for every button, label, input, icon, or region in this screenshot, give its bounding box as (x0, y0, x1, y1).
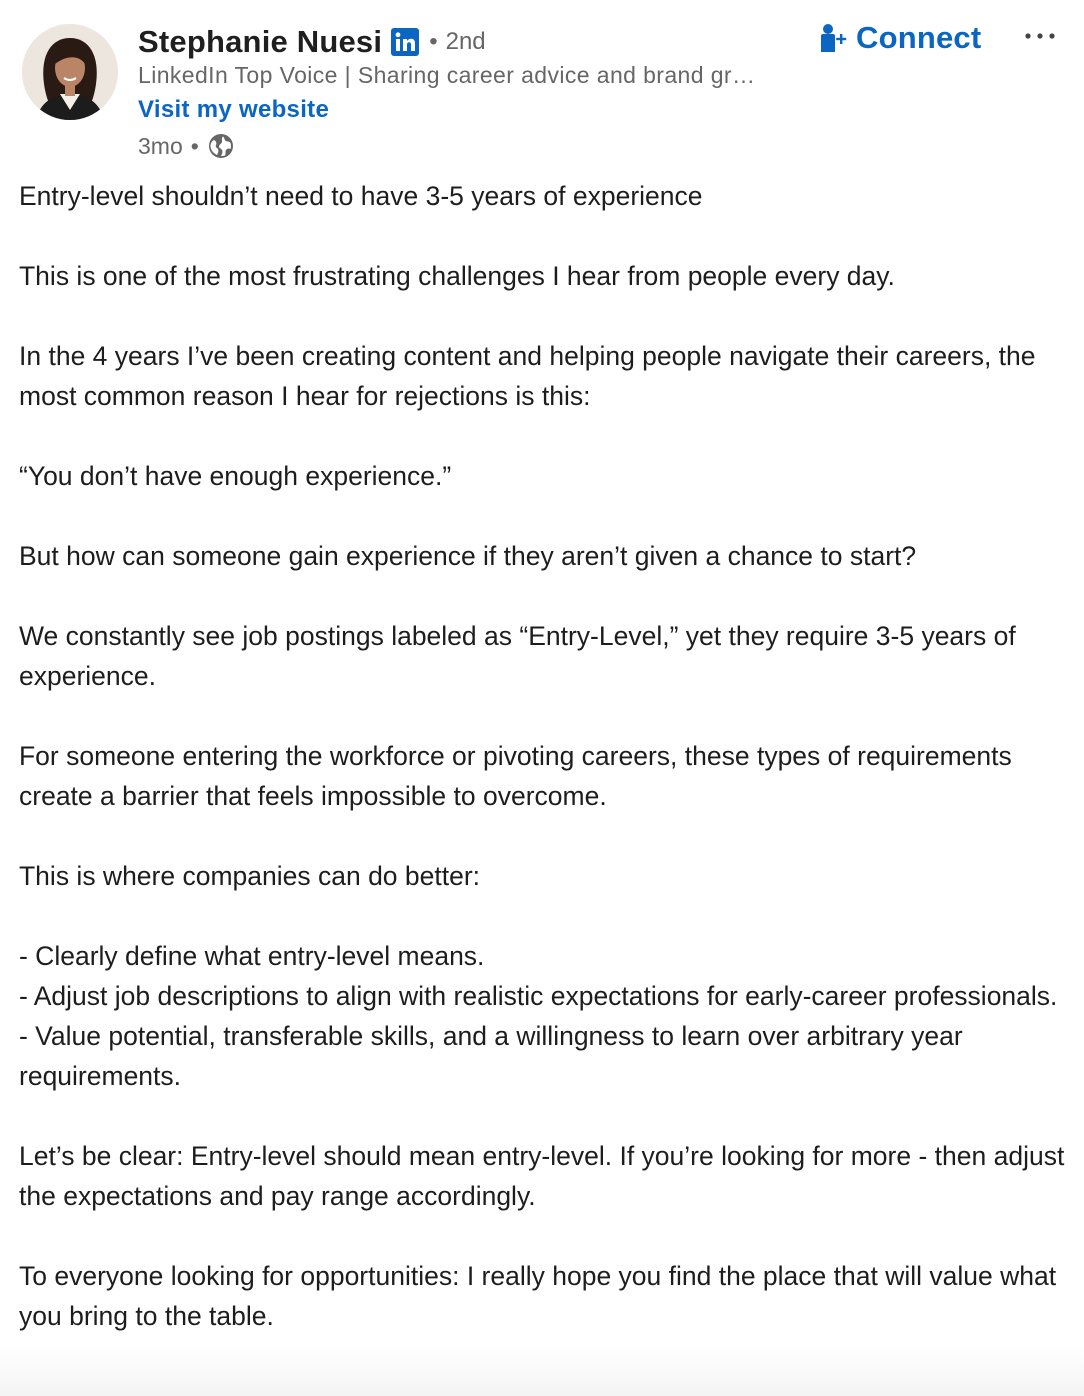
paragraph-gap (19, 496, 1069, 536)
bottom-fade (0, 1346, 1084, 1396)
profile-photo (22, 24, 118, 120)
paragraph-gap (19, 416, 1069, 456)
globe-icon (207, 132, 235, 160)
degree-separator: • (429, 28, 438, 55)
paragraph-gap (19, 216, 1069, 256)
post-paragraph: In the 4 years I’ve been creating content and helping people navigate their careers, the most common reason I hear for rejections is this: (19, 341, 1036, 411)
post-list-item: - Value potential, transferable skills, and a willingness to learn over arbitrary year requirements. (19, 1021, 963, 1091)
author-headline: LinkedIn Top Voice | Sharing career advice and brand gr… (138, 62, 756, 88)
author-name-row (138, 22, 486, 62)
paragraph-gap (19, 1096, 1069, 1136)
post-header (0, 0, 1084, 170)
more-options-icon (1024, 32, 1056, 40)
paragraph-gap (19, 296, 1069, 336)
post-paragraph: This is one of the most frustrating challenges I hear from people every day. (19, 261, 895, 291)
post-list-item: - Clearly define what entry-level means. (19, 941, 485, 971)
avatar[interactable] (22, 24, 118, 120)
post-paragraph: This is where companies can do better: (19, 861, 481, 891)
connect-label: Connect (856, 20, 982, 55)
degree-label: 2nd (445, 28, 486, 55)
post-meta (138, 130, 235, 162)
author-name[interactable]: Stephanie Nuesi (138, 24, 383, 59)
paragraph-gap (19, 816, 1069, 856)
post-paragraph: Entry-level shouldn’t need to have 3-5 years of experience (19, 181, 703, 211)
post-paragraph: Let’s be clear: Entry-level should mean entry-level. If you’re looking for more - then adjust the expectations and pay range accordingly. (19, 1141, 1065, 1211)
meta-separator: • (190, 132, 199, 159)
connect-button[interactable] (818, 18, 981, 58)
post-paragraph: For someone entering the workforce or pivoting careers, these types of requirements create a barrier that feels impossible to overcome. (19, 741, 1012, 811)
more-options-button[interactable] (1018, 18, 1062, 54)
paragraph-gap (19, 576, 1069, 616)
post-paragraph: To everyone looking for opportunities: I really hope you find the place that will value what you bring to the table. (19, 1261, 1057, 1331)
post-list-item: - Adjust job descriptions to align with realistic expectations for early-career professionals. (19, 981, 1058, 1011)
paragraph-gap (19, 696, 1069, 736)
paragraph-gap (19, 896, 1069, 936)
visit-website-link[interactable]: Visit my website (138, 96, 330, 123)
post-paragraph: “You don’t have enough experience.” (19, 461, 452, 491)
paragraph-gap (19, 1216, 1069, 1256)
post-timestamp: 3mo (138, 132, 183, 159)
linkedin-icon (391, 28, 419, 56)
connection-degree (429, 28, 485, 56)
post-paragraph: We constantly see job postings labeled as “Entry-Level,” yet they require 3-5 years of experience. (19, 621, 1016, 691)
post-text (19, 176, 1069, 1336)
add-person-icon (818, 22, 848, 54)
post-paragraph: But how can someone gain experience if they aren’t given a chance to start? (19, 541, 917, 571)
